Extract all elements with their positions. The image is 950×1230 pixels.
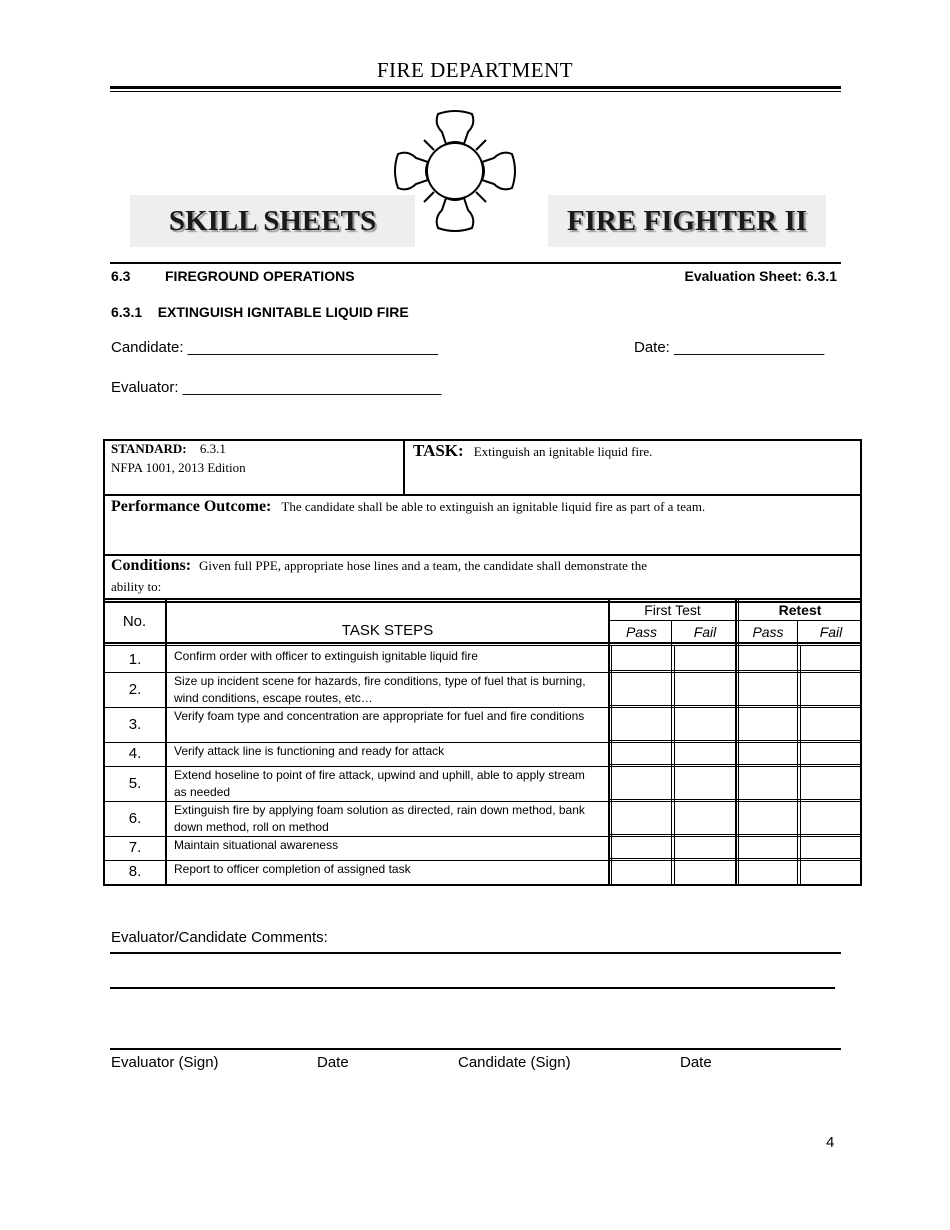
task-step-text: Verify attack line is functioning and ready for attack xyxy=(174,744,445,758)
row-number: 6. xyxy=(128,809,142,827)
retest-fail-cell[interactable] xyxy=(801,672,861,705)
retest-pass-cell[interactable] xyxy=(739,766,797,799)
performance-value: The candidate shall be able to extinguish an ignitable liquid fire as part of a team. xyxy=(281,499,706,514)
conditions-value: Given full PPE, appropriate hose lines and a team, the candidate shall demonstrate the xyxy=(199,558,648,573)
row-divider xyxy=(609,799,861,800)
column-header-pass: Pass xyxy=(625,624,658,640)
retest-pass-cell[interactable] xyxy=(739,742,797,764)
first-test-fail-cell[interactable] xyxy=(675,766,735,799)
first-test-pass-cell[interactable] xyxy=(612,707,671,740)
first-test-fail-cell[interactable] xyxy=(675,860,735,882)
table-divider xyxy=(671,620,672,886)
page-number: 4 xyxy=(826,1134,835,1151)
retest-pass-cell[interactable] xyxy=(739,672,797,705)
first-test-pass-cell[interactable] xyxy=(612,766,671,799)
row-divider xyxy=(609,670,861,671)
task-label: TASK: xyxy=(413,441,464,460)
first-test-fail-cell[interactable] xyxy=(675,742,735,764)
evaluator-field[interactable]: Evaluator: _______________________________ xyxy=(111,379,442,396)
task-step-text: Verify foam type and concentration are appropriate for fuel and fire conditions xyxy=(174,709,585,723)
maltese-cross-icon xyxy=(394,110,516,232)
date-field[interactable]: Date: __________________ xyxy=(634,339,825,356)
retest-fail-cell[interactable] xyxy=(801,801,861,834)
standard-edition: NFPA 1001, 2013 Edition xyxy=(111,460,246,475)
row-number: 1. xyxy=(128,650,142,668)
candidate-date-label: Date xyxy=(680,1054,712,1071)
conditions-label: Conditions: xyxy=(111,557,192,574)
task-block xyxy=(413,441,652,461)
grid-divider xyxy=(104,494,861,496)
first-test-pass-cell[interactable] xyxy=(612,742,671,764)
retest-fail-cell[interactable] xyxy=(801,836,861,858)
row-divider xyxy=(609,858,861,859)
subsection-title: 6.3.1 EXTINGUISH IGNITABLE LIQUID FIRE xyxy=(111,304,409,320)
grid-divider xyxy=(104,554,861,556)
task-step-text: Maintain situational awareness xyxy=(174,838,339,852)
row-number: 3. xyxy=(128,715,142,733)
grid-divider xyxy=(104,598,861,600)
row-divider xyxy=(609,705,861,706)
first-test-pass-cell[interactable] xyxy=(612,860,671,882)
table-divider xyxy=(104,645,861,646)
column-header-first-test: First Test xyxy=(644,602,701,618)
header-divider xyxy=(110,86,841,89)
first-test-fail-cell[interactable] xyxy=(675,801,735,834)
conditions-block xyxy=(111,557,647,575)
candidate-field[interactable]: Candidate: ______________________________ xyxy=(111,339,438,356)
evaluation-sheet-number: Evaluation Sheet: 6.3.1 xyxy=(684,268,837,284)
row-number: 4. xyxy=(128,745,142,762)
comment-line[interactable] xyxy=(110,952,841,954)
skill-sheets-banner: SKILL SHEETS xyxy=(130,195,415,247)
column-header-retest-fail: Fail xyxy=(819,624,843,640)
grid-divider xyxy=(403,440,405,496)
column-header-retest-pass: Pass xyxy=(752,624,784,640)
column-header-retest: Retest xyxy=(778,602,822,618)
first-test-pass-cell[interactable] xyxy=(612,647,671,670)
row-number: 8. xyxy=(128,863,142,880)
retest-fail-cell[interactable] xyxy=(801,707,861,740)
standard-label: STANDARD: xyxy=(111,441,187,456)
row-number: 5. xyxy=(128,774,142,792)
comment-line[interactable] xyxy=(110,987,835,989)
evaluator-date-label: Date xyxy=(317,1054,349,1071)
row-number: 2. xyxy=(128,680,142,698)
task-step-text: Extinguish fire by applying foam solution as directed, rain down method, bank down method, roll on method xyxy=(174,803,585,834)
header-divider-thin xyxy=(110,91,841,92)
column-header-task-steps: TASK STEPS xyxy=(341,622,434,639)
first-test-pass-cell[interactable] xyxy=(612,801,671,834)
retest-pass-cell[interactable] xyxy=(739,707,797,740)
row-divider xyxy=(609,834,861,835)
fire-fighter-banner: FIRE FIGHTER II xyxy=(548,195,826,247)
retest-pass-cell[interactable] xyxy=(739,647,797,670)
signature-line[interactable] xyxy=(110,1048,841,1050)
retest-pass-cell[interactable] xyxy=(739,836,797,858)
table-divider xyxy=(797,620,798,886)
section-divider xyxy=(110,262,841,264)
table-divider xyxy=(609,620,861,621)
retest-fail-cell[interactable] xyxy=(801,647,861,670)
retest-fail-cell[interactable] xyxy=(801,742,861,764)
first-test-fail-cell[interactable] xyxy=(675,647,735,670)
task-step-text: Extend hoseline to point of fire attack, upwind and uphill, able to apply stream as needed xyxy=(174,768,585,799)
first-test-fail-cell[interactable] xyxy=(675,707,735,740)
retest-pass-cell[interactable] xyxy=(739,801,797,834)
retest-fail-cell[interactable] xyxy=(801,860,861,882)
section-number: 6.3 xyxy=(111,268,131,284)
task-step-text: Confirm order with officer to extinguish ignitable liquid fire xyxy=(174,649,478,663)
table-divider xyxy=(104,642,861,644)
performance-block xyxy=(111,498,705,516)
row-number: 7. xyxy=(128,839,142,856)
section-name: FIREGROUND OPERATIONS xyxy=(165,268,355,284)
standard-block xyxy=(111,441,226,457)
row-divider xyxy=(609,764,861,765)
first-test-pass-cell[interactable] xyxy=(612,836,671,858)
retest-fail-cell[interactable] xyxy=(801,766,861,799)
performance-label: Performance Outcome: xyxy=(111,498,272,515)
task-step-text: Size up incident scene for hazards, fire conditions, type of fuel that is burning, wind conditions, escape routes, etc… xyxy=(174,674,586,705)
evaluator-sign-label: Evaluator (Sign) xyxy=(111,1054,219,1071)
task-step-text: Report to officer completion of assigned task xyxy=(174,862,411,876)
candidate-sign-label: Candidate (Sign) xyxy=(458,1054,571,1071)
first-test-pass-cell[interactable] xyxy=(612,672,671,705)
first-test-fail-cell[interactable] xyxy=(675,836,735,858)
row-divider xyxy=(609,740,861,741)
conditions-value-continued: ability to: xyxy=(111,579,162,594)
first-test-fail-cell[interactable] xyxy=(675,672,735,705)
standard-value: 6.3.1 xyxy=(199,441,226,456)
comments-label: Evaluator/Candidate Comments: xyxy=(111,929,328,946)
department-title: FIRE DEPARTMENT xyxy=(376,58,574,82)
task-value: Extinguish an ignitable liquid fire. xyxy=(473,444,653,459)
column-header-no: No. xyxy=(122,613,147,630)
retest-pass-cell[interactable] xyxy=(739,860,797,882)
column-header-fail: Fail xyxy=(693,624,717,640)
